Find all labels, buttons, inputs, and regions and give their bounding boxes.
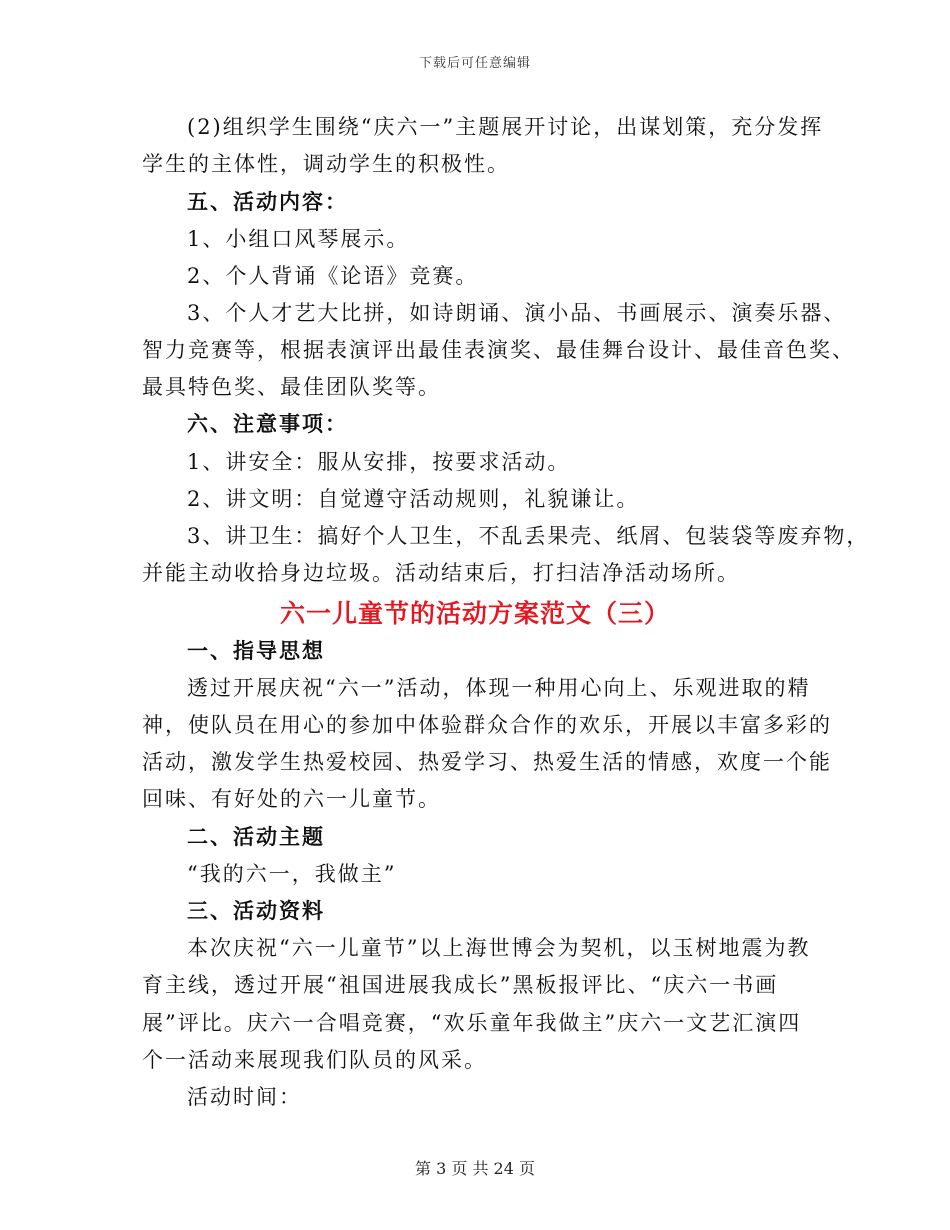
section-heading: 五、活动内容： xyxy=(187,189,348,214)
paragraph-line: (2)组织学生围绕“庆六一”主题展开讨论，出谋划策，充分发挥 xyxy=(187,115,824,139)
paragraph-line: 并能主动收拾身边垃圾。活动结束后，打扫洁净活动场所。 xyxy=(142,561,740,585)
paragraph-line: 展”评比。庆六一合唱竞赛，“欢乐童年我做主”庆六一文艺汇演四 xyxy=(142,1011,802,1035)
paragraph-line: 透过开展庆祝“六一”活动，体现一种用心向上、乐观进取的精 xyxy=(187,676,811,700)
list-item: 3、个人才艺大比拼，如诗朗诵、演小品、书画展示、演奏乐器、 xyxy=(187,301,847,325)
section-heading: 三、活动资料 xyxy=(187,898,325,923)
section-heading: 一、指导思想 xyxy=(187,638,325,663)
paragraph-line: 个一活动来展现我们队员的风采。 xyxy=(142,1048,487,1072)
paragraph-line: “我的六一，我做主” xyxy=(187,862,397,886)
list-item: 3、讲卫生：搞好个人卫生，不乱丢果壳、纸屑、包装袋等废弃物， xyxy=(187,524,870,548)
list-item: 2、个人背诵《论语》竞赛。 xyxy=(187,264,479,288)
document-section-title: 六一儿童节的活动方案范文（三） xyxy=(279,599,670,628)
paragraph-line: 育主线，透过开展“祖国进展我成长”黑板报评比、“庆六一书画 xyxy=(142,973,779,997)
paragraph-line: 活动，激发学生热爱校园、热爱学习、热爱生活的情感，欢度一个能 xyxy=(142,750,832,774)
page-header-note: 下载后可任意编辑 xyxy=(418,56,531,71)
page-number-footer: 第 3 页 共 24 页 xyxy=(415,1159,535,1178)
list-item: 1、讲安全：服从安排，按要求活动。 xyxy=(187,450,571,474)
paragraph-line: 回味、有好处的六一儿童节。 xyxy=(142,787,441,811)
section-heading: 二、活动主题 xyxy=(187,824,325,849)
paragraph-line: 活动时间： xyxy=(187,1085,302,1109)
list-item: 1、小组口风琴展示。 xyxy=(187,227,410,251)
paragraph-line: 智力竞赛等，根据表演评出最佳表演奖、最佳舞台设计、最佳音色奖、 xyxy=(142,338,855,362)
paragraph-line: 最具特色奖、最佳团队奖等。 xyxy=(142,375,441,399)
paragraph-line: 本次庆祝“六一儿童节”以上海世博会为契机，以玉树地震为教 xyxy=(187,936,811,960)
list-item: 2、讲文明：自觉遵守活动规则，礼貌谦让。 xyxy=(187,487,640,511)
paragraph-line: 学生的主体性，调动学生的积极性。 xyxy=(142,152,510,176)
paragraph-line: 神，使队员在用心的参加中体验群众合作的欢乐，开展以丰富多彩的 xyxy=(142,713,832,737)
section-heading: 六、注意事项： xyxy=(187,411,348,436)
